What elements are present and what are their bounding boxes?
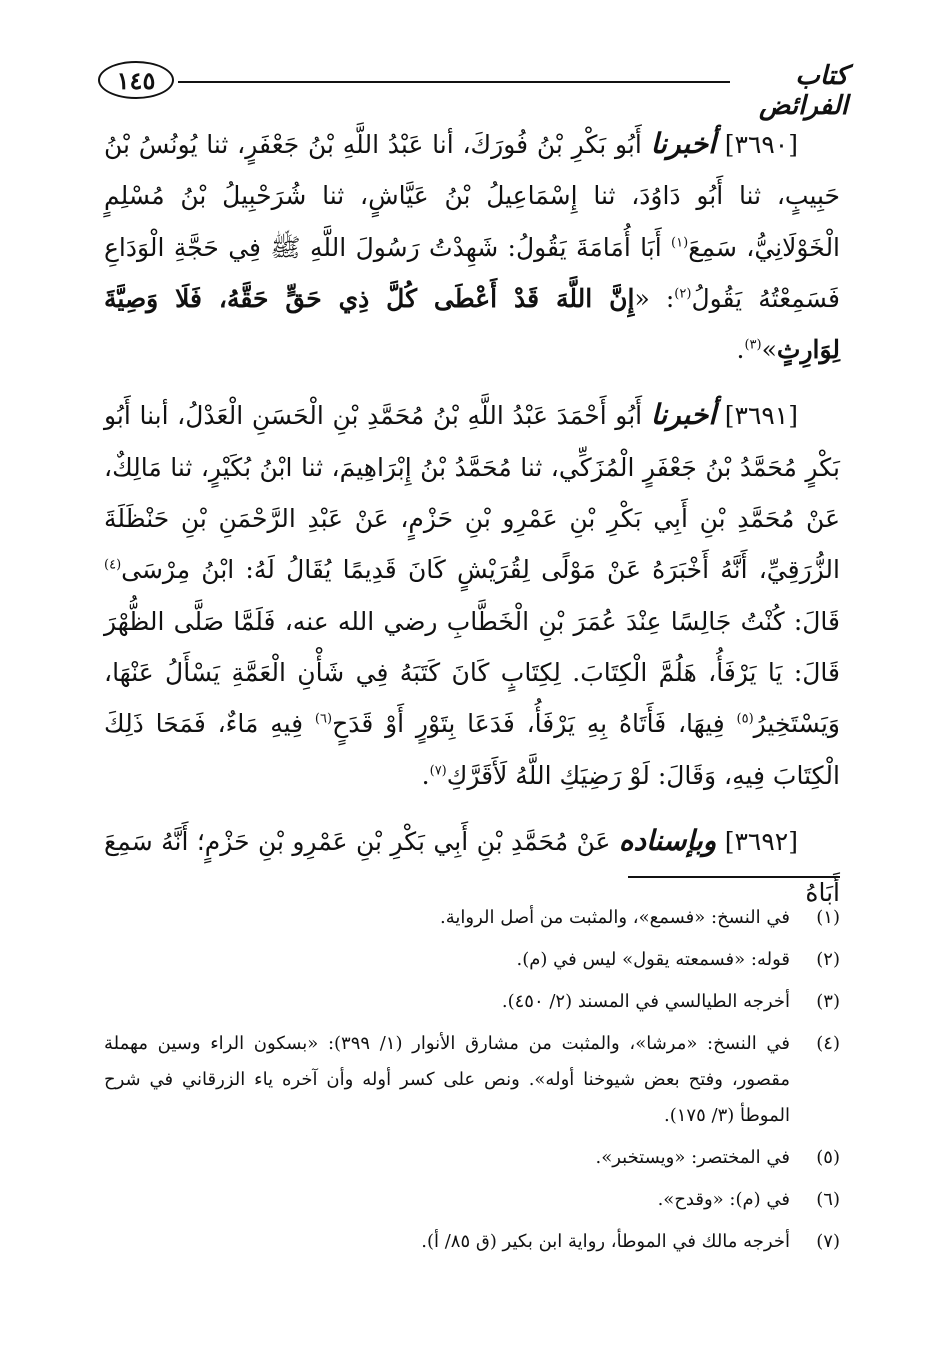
footnote-text: في المختصر: «ويستخبر».	[595, 1147, 790, 1168]
opening-word: وبإسناده	[618, 823, 717, 857]
header-rule	[178, 81, 730, 83]
hadith-text: قَالَ: كُنْتُ جَالِسًا عِنْدَ عُمَرَ بْنِ الْخَطَّابِ رضي الله عنه، فَلَمَّا صَلَّى الظُّهْرَ قَالَ: يَا يَرْفَأُ، هَلُمَّ الْكِتَابَ. لِكِتَابٍ كَانَ كَتَبَهُ فِي شَأْنِ الْعَمَّةِ يَسْأَلُ عَنْهَا، وَيَسْتَخِيرُ	[104, 606, 840, 739]
hadith-number: [٣٦٩٢]	[724, 826, 798, 856]
prophetic-quote: إِنَّ اللَّهَ قَدْ أَعْطَى كُلَّ ذِي حَقٍّ حَقَّهُ، فَلَا وَصِيَّةَ لِوَارِثٍ	[104, 283, 840, 365]
footnote-text: أخرجه الطيالسي في المسند (٢/ ٤٥٠).	[501, 991, 790, 1012]
footnote-5	[104, 1140, 840, 1176]
page-header	[98, 55, 848, 121]
footnote-ref: (٥)	[736, 711, 754, 727]
footnote-3	[104, 984, 840, 1020]
hadith-number: [٣٦٩٠]	[724, 130, 798, 159]
hadith-text: أَبُو بَكْرِ بْنُ فُورَكَ، أنا عَبْدُ اللَّهِ بْنُ جَعْفَرٍ، ثنا يُونُسُ بْنُ حَبِيبٍ، ثنا أَبُو دَاوُدَ، ثنا إِسْمَاعِيلُ بْنُ عَيَّاشٍ، ثنا شُرَحْبِيلُ بْنُ مُسْلِمٍ الْخَوْلَانِيُّ، سَمِعَ	[104, 130, 841, 262]
footnote-text: في النسخ: «مرشا»، والمثبت من مشارق الأنوار (١/ ٣٩٩): «بسكون الراء وسين مهملة مقصور، وفتح بعض شيوخنا أوله». ونص على كسر أوله وأن آخره ياء الزرقاني في شرح الموطأ (٣/ ١٧٥).	[104, 1033, 790, 1126]
hadith-text: .	[421, 760, 430, 790]
hadith-3690	[104, 118, 840, 375]
footnote-7	[104, 1224, 840, 1260]
hadith-text: عَنْ مُحَمَّدِ بْنِ أَبِي بَكْرِ بْنِ عَمْرِو بْنِ حَزْمٍ؛ أَنَّهُ سَمِعَ أَبَاهُ	[104, 826, 840, 908]
page-number: ١٤٥	[98, 61, 174, 99]
footnote-rule	[628, 876, 840, 878]
footnote-number: (٢)	[816, 949, 840, 970]
hadith-text: : «	[634, 283, 675, 313]
hadith-text: فِيهِ مَاءٌ، فَمَحَا ذَلِكَ الْكِتَابَ فِيهِ، وَقَالَ: لَوْ رَضِيَكِ اللَّهُ لَأَقَرَّكِ	[104, 709, 840, 790]
hadith-text: أَبُو أَحْمَدَ عَبْدُ اللَّهِ بْنُ مُحَمَّدِ بْنِ الْحَسَنِ الْعَدْلُ، أبنا أَبُو بَكْرٍ مُحَمَّدُ بْنُ جَعْفَرٍ الْمُزَكِّي، ثنا مُحَمَّدُ بْنُ إِبْرَاهِيمَ، ثنا ابْنُ بُكَيْرٍ، ثنا مَالِكٌ، عَنْ مُحَمَّدِ بْنِ أَبِي بَكْرِ بْنِ عَمْرِو بْنِ حَزْمٍ، عَنْ عَبْدِ الرَّحْمَنِ بْنِ حَنْظَلَةَ الزُّرَقِيِّ، أَنَّهُ أَخْبَرَهُ عَنْ مَوْلًى لِقُرَيْشٍ كَانَ قَدِيمًا يُقَالُ لَهُ: ابْنُ مِرْسَى	[104, 401, 840, 585]
footnote-number: (٣)	[816, 991, 840, 1012]
hadith-3691	[104, 389, 840, 800]
footnote-ref: (١)	[671, 235, 689, 251]
hadith-text: .	[736, 335, 745, 365]
hadith-number: [٣٦٩١]	[724, 401, 798, 431]
footnote-number: (٤)	[816, 1033, 840, 1054]
footnote-number: (٧)	[816, 1231, 840, 1252]
footnote-1	[104, 900, 840, 936]
book-title: كتاب الفرائض	[759, 61, 848, 121]
footnote-4	[104, 1026, 840, 1134]
footnote-number: (٦)	[816, 1189, 840, 1210]
main-text	[104, 118, 840, 932]
footnote-number: (٥)	[816, 1147, 840, 1168]
footnote-number: (١)	[816, 907, 840, 928]
footnote-ref: (٤)	[104, 558, 122, 574]
hadith-text: فِيهَا، فَأَتَاهُ بِهِ يَرْفَأُ، فَدَعَا بِتَوْرٍ أَوْ قَدَحٍ	[332, 709, 737, 739]
footnote-text: في النسخ: «فسمع»، والمثبت من أصل الرواية.	[440, 907, 790, 928]
footnote-ref: (٢)	[674, 286, 692, 302]
hadith-text: »	[761, 335, 777, 365]
footnotes	[104, 900, 840, 1266]
footnote-2	[104, 942, 840, 978]
footnote-ref: (٦)	[314, 711, 333, 727]
footnote-text: قوله: «فسمعته يقول» ليس في (م).	[516, 949, 790, 970]
footnote-ref: (٣)	[744, 337, 762, 353]
footnote-text: في (م): «وقدح».	[657, 1189, 790, 1210]
footnote-6	[104, 1182, 840, 1218]
opening-word: أخبرنا	[650, 127, 716, 160]
footnote-text: أخرجه مالك في الموطأ، رواية ابن بكير (ق ٨٥/ أ).	[421, 1231, 790, 1252]
hadith-text: أَبَا أُمَامَةَ يَقُولُ: شَهِدْتُ رَسُولَ اللَّهِ ﷺ فِي حَجَّةِ الْوَدَاعِ فَسَمِعْتُهُ يَقُولُ	[104, 232, 840, 313]
opening-word: أخبرنا	[650, 398, 717, 432]
footnote-ref: (٧)	[429, 763, 447, 779]
